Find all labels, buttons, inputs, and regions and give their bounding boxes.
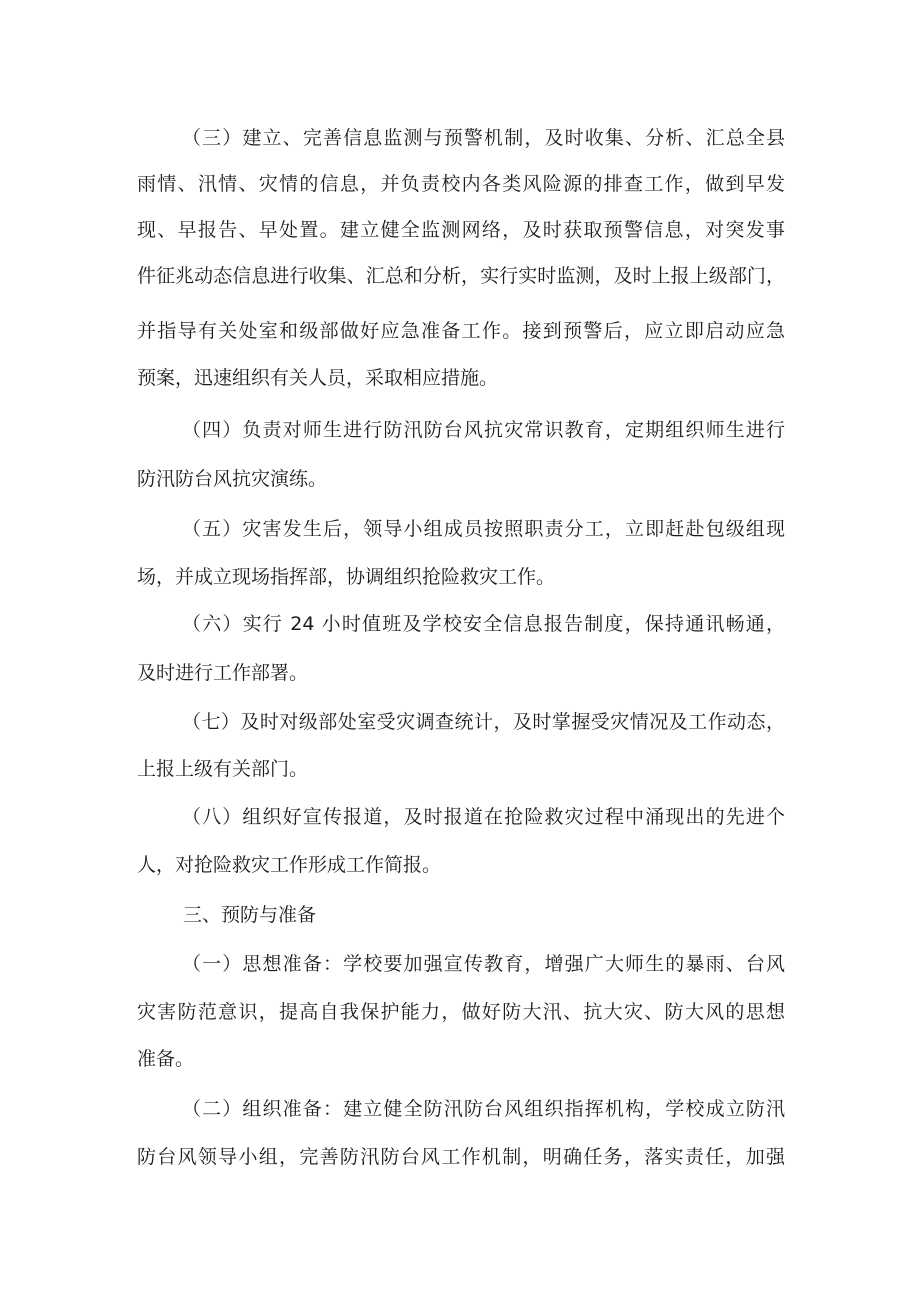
paragraph-line: 人，对抢险救灾工作形成工作简报。 <box>137 854 442 876</box>
paragraph-line: 场，并成立现场指挥部，协调组织抢险救灾工作。 <box>137 566 556 588</box>
paragraph-line: （七）及时对级部处室受灾调查统计，及时掌握受灾情况及工作动态， <box>182 711 785 733</box>
paragraph-line: （八）组织好宣传报道，及时报道在抢险救灾过程中涌现出的先进个 <box>182 806 785 828</box>
paragraph-line: 现、早报告、早处置。建立健全监测网络，及时获取预警信息，对突发事 <box>137 219 785 241</box>
paragraph-line: 并指导有关处室和级部做好应急准备工作。接到预警后，应立即启动应急 <box>137 320 785 342</box>
paragraph-line: 准备。 <box>137 1048 195 1070</box>
paragraph-line: （三）建立、完善信息监测与预警机制，及时收集、分析、汇总全县 <box>182 127 785 149</box>
paragraph-line: （六）实行 24 小时值班及学校安全信息报告制度，保持通讯畅通， <box>182 613 785 635</box>
paragraph-line: 雨情、汛情、灾情的信息，并负责校内各类风险源的排查工作，做到早发 <box>137 173 785 195</box>
paragraph-line: （四）负责对师生进行防汛防台风抗灾常识教育，定期组织师生进行 <box>182 419 785 441</box>
section-heading: 三、预防与准备 <box>183 904 317 926</box>
paragraph-line: 件征兆动态信息进行收集、汇总和分析，实行实时监测，及时上报上级部门， <box>137 265 785 287</box>
paragraph-line: 灾害防范意识，提高自我保护能力，做好防大汛、抗大灾、防大风的思想 <box>137 1001 785 1023</box>
paragraph-line: （二）组织准备：建立健全防汛防台风组织指挥机构，学校成立防汛 <box>182 1098 785 1120</box>
paragraph-line: 防台风领导小组，完善防汛防台风工作机制，明确任务，落实责任，加强 <box>137 1146 785 1168</box>
paragraph-line: 预案，迅速组织有关人员，采取相应措施。 <box>137 367 499 389</box>
paragraph-line: （五）灾害发生后，领导小组成员按照职责分工，立即赶赴包级组现 <box>182 518 785 540</box>
paragraph-line: 及时进行工作部署。 <box>137 662 309 684</box>
paragraph-line: 上报上级有关部门。 <box>137 758 309 780</box>
paragraph-line: 防汛防台风抗灾演练。 <box>137 468 328 490</box>
paragraph-line: （一）思想准备：学校要加强宣传教育，增强广大师生的暴雨、台风 <box>182 953 785 975</box>
